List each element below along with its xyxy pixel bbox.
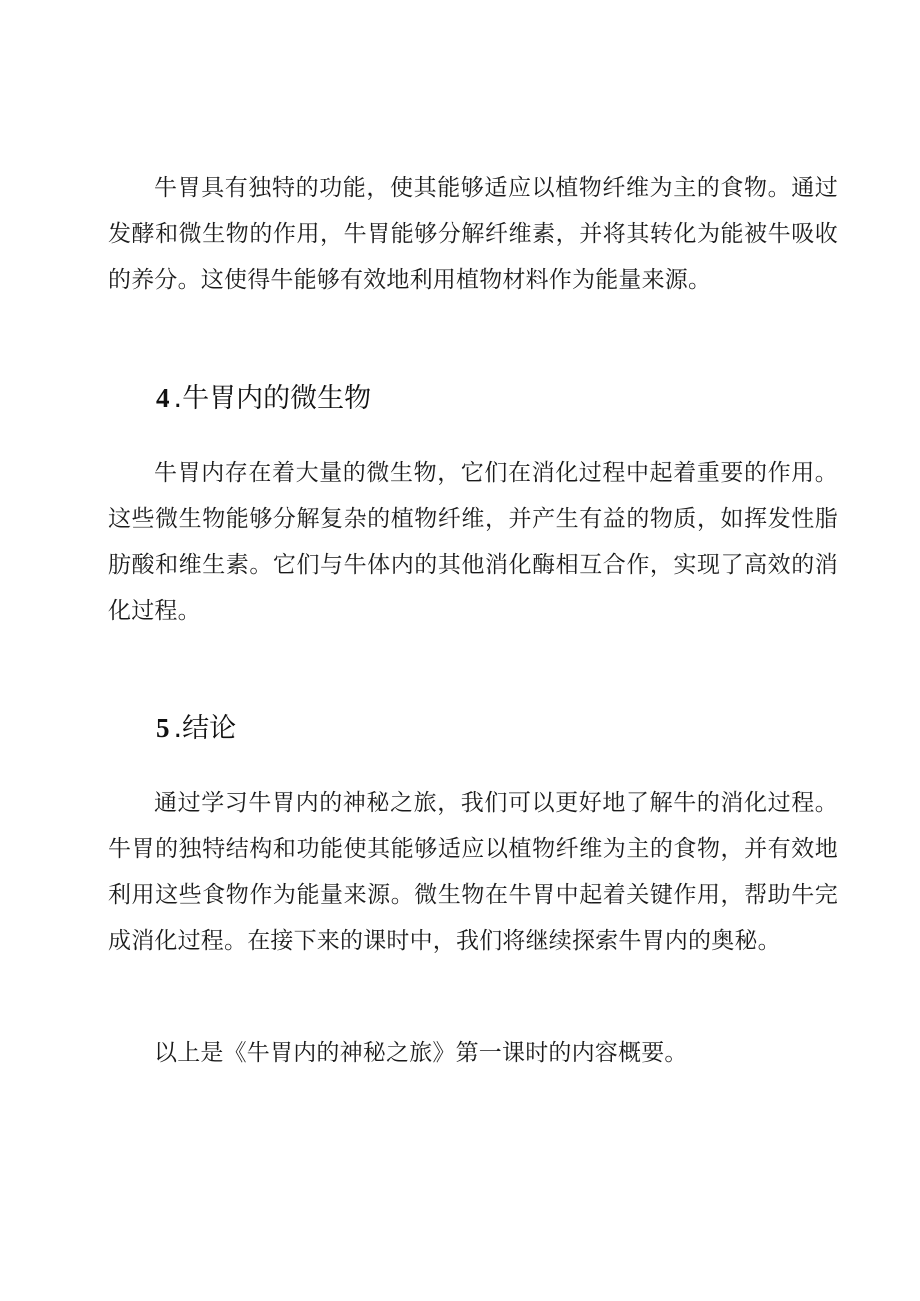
section-5-heading: [156, 710, 236, 747]
section-5-paragraph: 通过学习牛胃内的神秘之旅，我们可以更好地了解牛的消化过程。牛胃的独特结构和功能使其能够适应以植物纤维为主的食物，并有效地利用这些食物作为能量来源。微生物在牛胃中起着关键作用，帮助牛完成消化过程。在接下来的课时中，我们将继续探索牛胃内的奥秘。: [108, 790, 838, 954]
section-5-title: .结论: [173, 713, 237, 744]
section-4-paragraph: 牛胃内存在着大量的微生物，它们在消化过程中起着重要的作用。这些微生物能够分解复杂的植物纤维，并产生有益的物质，如挥发性脂肪酸和维生素。它们与牛体内的其他消化酶相互合作，实现了高效的消化过程。: [108, 460, 838, 624]
intro-paragraph: 牛胃具有独特的功能，使其能够适应以植物纤维为主的食物。通过发酵和微生物的作用，牛胃能够分解纤维素，并将其转化为能被牛吸收的养分。这使得牛能够有效地利用植物材料作为能量来源。: [108, 175, 838, 293]
section-5-number: 5: [156, 713, 170, 743]
section-4-number: 4: [156, 383, 170, 413]
closing-paragraph: 以上是《牛胃内的神秘之旅》第一课时的内容概要。: [154, 1040, 688, 1066]
section-4-heading: [156, 380, 371, 417]
section-4-title: .牛胃内的微生物: [173, 383, 372, 414]
